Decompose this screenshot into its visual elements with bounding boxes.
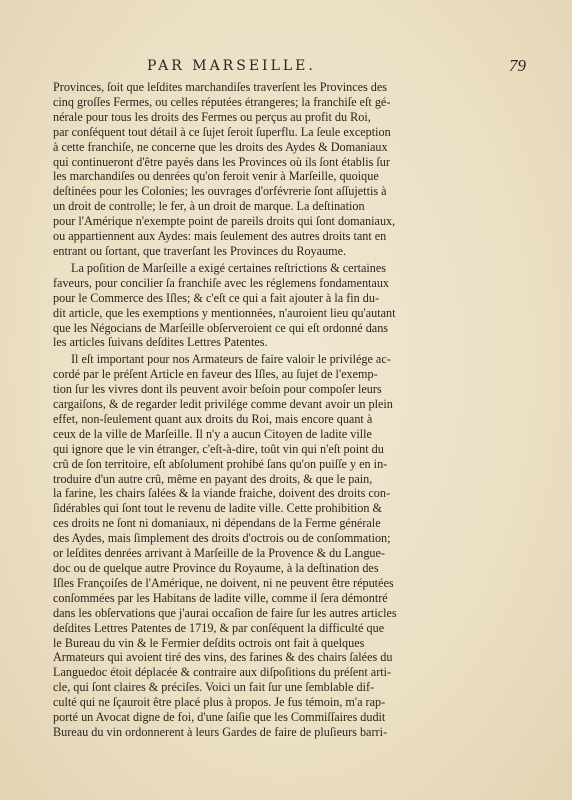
paragraph-3 xyxy=(53,352,513,740)
text-line: la farine, les chairs ſalées & la viande fraiche, doivent des droits con- xyxy=(53,486,391,501)
text-line: des Aydes, mais ſimplement des droits d'octrois ou de conſommation; xyxy=(53,531,391,546)
text-line: culté qui ne ſçauroit être placé plus à propos. Je fus témoin, m'a rap- xyxy=(53,695,386,710)
text-line: qui ignore que le vin étranger, c'eſt-à-dire, toût vin qui n'eſt point du xyxy=(53,441,384,456)
body-text xyxy=(53,80,513,780)
text-line: entrant ou ſortant, que traverſant les Provinces du Royaume. xyxy=(53,243,347,258)
text-line: nérale pour tous les droits des Fermes ou perçus au profit du Roi, xyxy=(53,109,371,124)
text-line: cordé par le préſent Article en faveur des Iſles, au ſujet de l'exemp- xyxy=(53,367,378,382)
text-line: cle, qui ſont claires & préciſes. Voici un fait ſur une ſemblable dif- xyxy=(53,680,375,695)
text-line: Iſles Françoiſes de l'Amérique, ne doivent, ni ne peuvent être réputées xyxy=(53,575,394,590)
text-line: pour le Commerce des Iſles; & c'eſt ce qui a fait ajouter à la fin du- xyxy=(53,290,380,305)
page-header xyxy=(0,58,572,82)
text-line: ſidérables qui ſont tout le revenu de ladite ville. Cette prohibition & xyxy=(53,501,382,516)
text-line: dit article, que les exemptions y mentionnées, n'auroient lieu qu'autant xyxy=(53,305,396,320)
text-line: conſommées par les Habitans de ladite ville, comme il ſera démontré xyxy=(53,590,388,605)
text-line: Armateurs qui avoient tiré des vins, des farines & des chairs ſalées du xyxy=(53,650,393,665)
text-line: les articles ſuivans deſdites Lettres Patentes. xyxy=(53,335,268,350)
text-line: à cette franchiſe, ne concerne que les droits des Aydes & Domaniaux xyxy=(53,139,388,154)
text-line: La poſition de Marſeille a exigé certaines reſtrictions & certaines xyxy=(71,260,387,275)
text-line: deſdites Lettres Patentes de 1719, & par conſéquent la difficulté que xyxy=(53,620,385,635)
text-line: les marchandiſes ou denrées qu'on feroit venir à Marſeille, quoique xyxy=(53,169,379,184)
text-line: cinq groſſes Fermes, ou celles réputées étrangeres; la franchiſe eſt gé- xyxy=(53,94,391,109)
text-line: or leſdites denrées arrivant à Marſeille de la Provence & du Langue- xyxy=(53,546,385,561)
paragraph-2 xyxy=(53,261,513,350)
paragraph-1 xyxy=(53,80,513,259)
text-line: deſtinées pour les Colonies; les ouvrages d'orfévrerie ſont aſſujettis à xyxy=(53,184,387,199)
text-line: pour l'Amérique n'exempte point de pareils droits qui ſont domaniaux, xyxy=(53,214,396,229)
text-line: porté un Avocat digne de foi, d'une ſaiſie que les Commiſſaires dudit xyxy=(53,710,386,725)
text-line: crû de ſon territoire, eſt abſolument prohibé ſans qu'on puiſſe y en in- xyxy=(53,456,388,471)
text-line: par conſéquent tout détail à ce ſujet ſeroit ſuperflu. La ſeule exception xyxy=(53,124,391,139)
page-number: 79 xyxy=(509,56,526,75)
text-line: troduire d'un autre crû, même en payant des droits, & que le pain, xyxy=(53,471,373,486)
text-line: Languedoc étoit déplacée & contraire aux diſpoſitions du préſent arti- xyxy=(53,665,392,680)
text-line: effet, non-ſeulement quant aux droits du Roi, mais encore quant à xyxy=(53,411,373,426)
text-line: un droit de controlle; le fer, à un droit de marque. La deſtination xyxy=(53,199,365,214)
text-line: le Bureau du vin & le Fermier deſdits octrois ont fait à quelques xyxy=(53,635,365,650)
text-line: ceux de la ville de Marſeille. Il n'y a aucun Citoyen de ladite ville xyxy=(53,426,372,441)
running-head: PAR MARSEILLE. xyxy=(147,58,316,74)
text-line: cargaiſons, & de regarder ledit privilége comme devant avoir un plein xyxy=(53,397,393,412)
text-line: doc ou de quelque autre Province du Royaume, à la deſtination des xyxy=(53,561,379,575)
text-line: ou appartiennent aux Aydes: mais ſeulement des autres droits tant en xyxy=(53,229,387,244)
text-line: ces droits ne ſont ni domaniaux, ni dépendans de la Ferme générale xyxy=(53,516,381,531)
text-line: faveurs, pour concilier ſa franchiſe avec les réglemens fondamentaux xyxy=(53,275,390,290)
text-line: Provinces, ſoit que leſdites marchandiſes traverſent les Provinces des xyxy=(53,80,388,94)
text-line: qui continueront d'être payés dans les Provinces où ils ſont établis ſur xyxy=(53,154,390,169)
text-line: tion ſur les vivres dont ils peuvent avoir beſoin pour compoſer leurs xyxy=(53,382,382,397)
text-line: que les Négocians de Marſeille obſerveroient ce qui eſt ordonné dans xyxy=(53,320,389,335)
text-line: Il eſt important pour nos Armateurs de faire valoir le privilége ac- xyxy=(71,352,391,367)
text-line: dans les obſervations que j'aurai occaſion de faire ſur les autres articles xyxy=(53,605,397,620)
text-line: Bureau du vin ordonnerent à leurs Gardes de faire de pluſieurs barri- xyxy=(53,724,388,739)
